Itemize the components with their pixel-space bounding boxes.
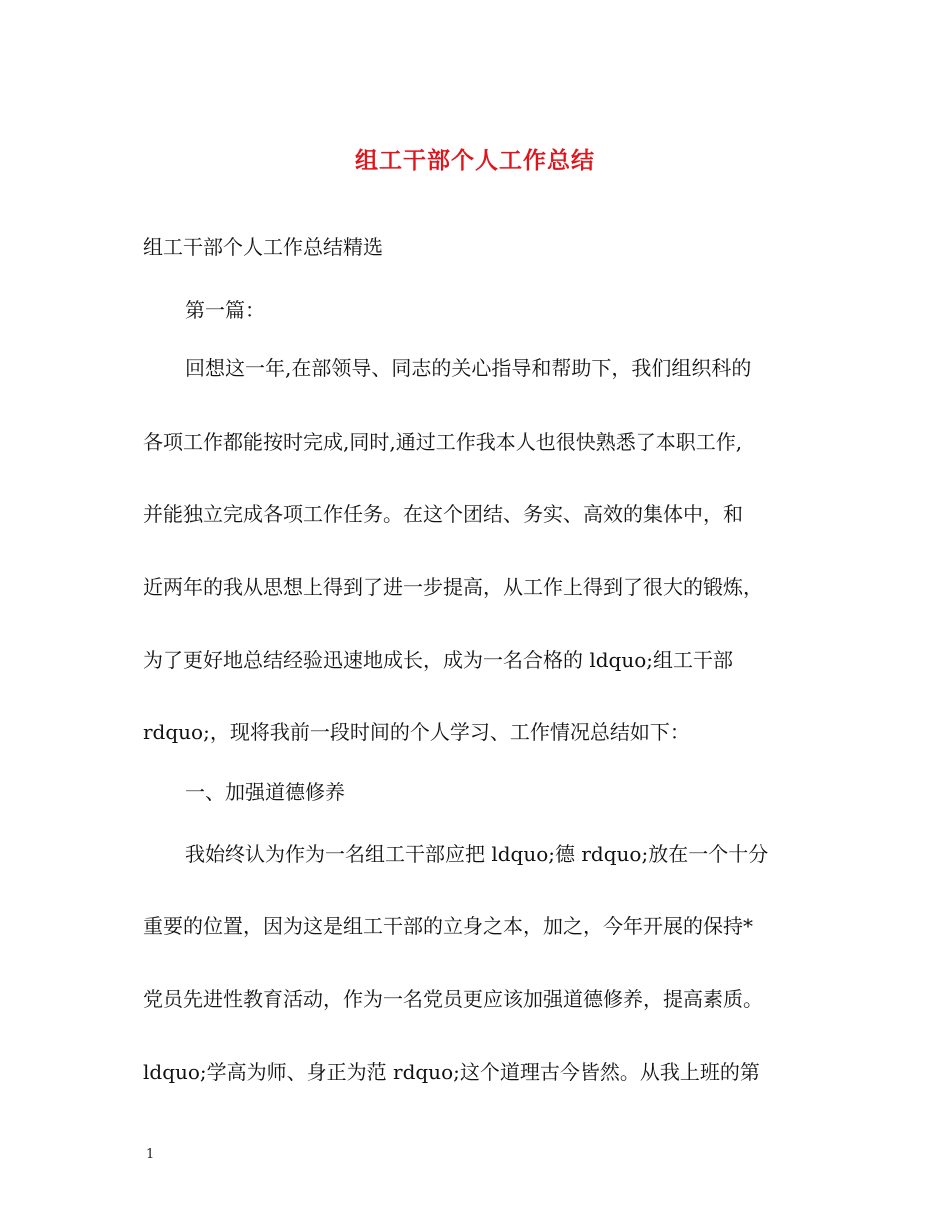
- page-number: 1: [146, 1147, 155, 1162]
- section-label: 第一篇：: [185, 298, 265, 322]
- document-title: 组工干部个人工作总结: [355, 147, 595, 174]
- paragraph-line: 并能独立完成各项工作任务。在这个团结、务实、高效的集体中，和: [143, 502, 743, 526]
- paragraph-line: rdquo;，现将我前一段时间的个人学习、工作情况总结如下：: [143, 720, 690, 744]
- paragraph-line: ldquo;学高为师、身正为范 rdquo;这个道理古今皆然。从我上班的第: [143, 1060, 760, 1084]
- paragraph-line: 党员先进性教育活动，作为一名党员更应该加强道德修养，提高素质。: [143, 987, 763, 1011]
- paragraph-line: 为了更好地总结经验迅速地成长，成为一名合格的 ldquo;组工干部: [143, 648, 734, 672]
- document-subtitle: 组工干部个人工作总结精选: [143, 235, 383, 259]
- paragraph-line: 近两年的我从思想上得到了进一步提高，从工作上得到了很大的锻炼，: [143, 575, 763, 599]
- paragraph-line: 各项工作都能按时完成,同时,通过工作我本人也很快熟悉了本职工作,: [143, 430, 743, 454]
- paragraph-line: 我始终认为作为一名组工干部应把 ldquo;德 rdquo;放在一个十分: [185, 842, 769, 866]
- paragraph-line: 重要的位置，因为这是组工干部的立身之本，加之，今年开展的保持*: [143, 914, 753, 938]
- paragraph-line: 回想这一年,在部领导、同志的关心指导和帮助下，我们组织科的: [185, 356, 752, 380]
- section-heading: 一、加强道德修养: [185, 780, 345, 804]
